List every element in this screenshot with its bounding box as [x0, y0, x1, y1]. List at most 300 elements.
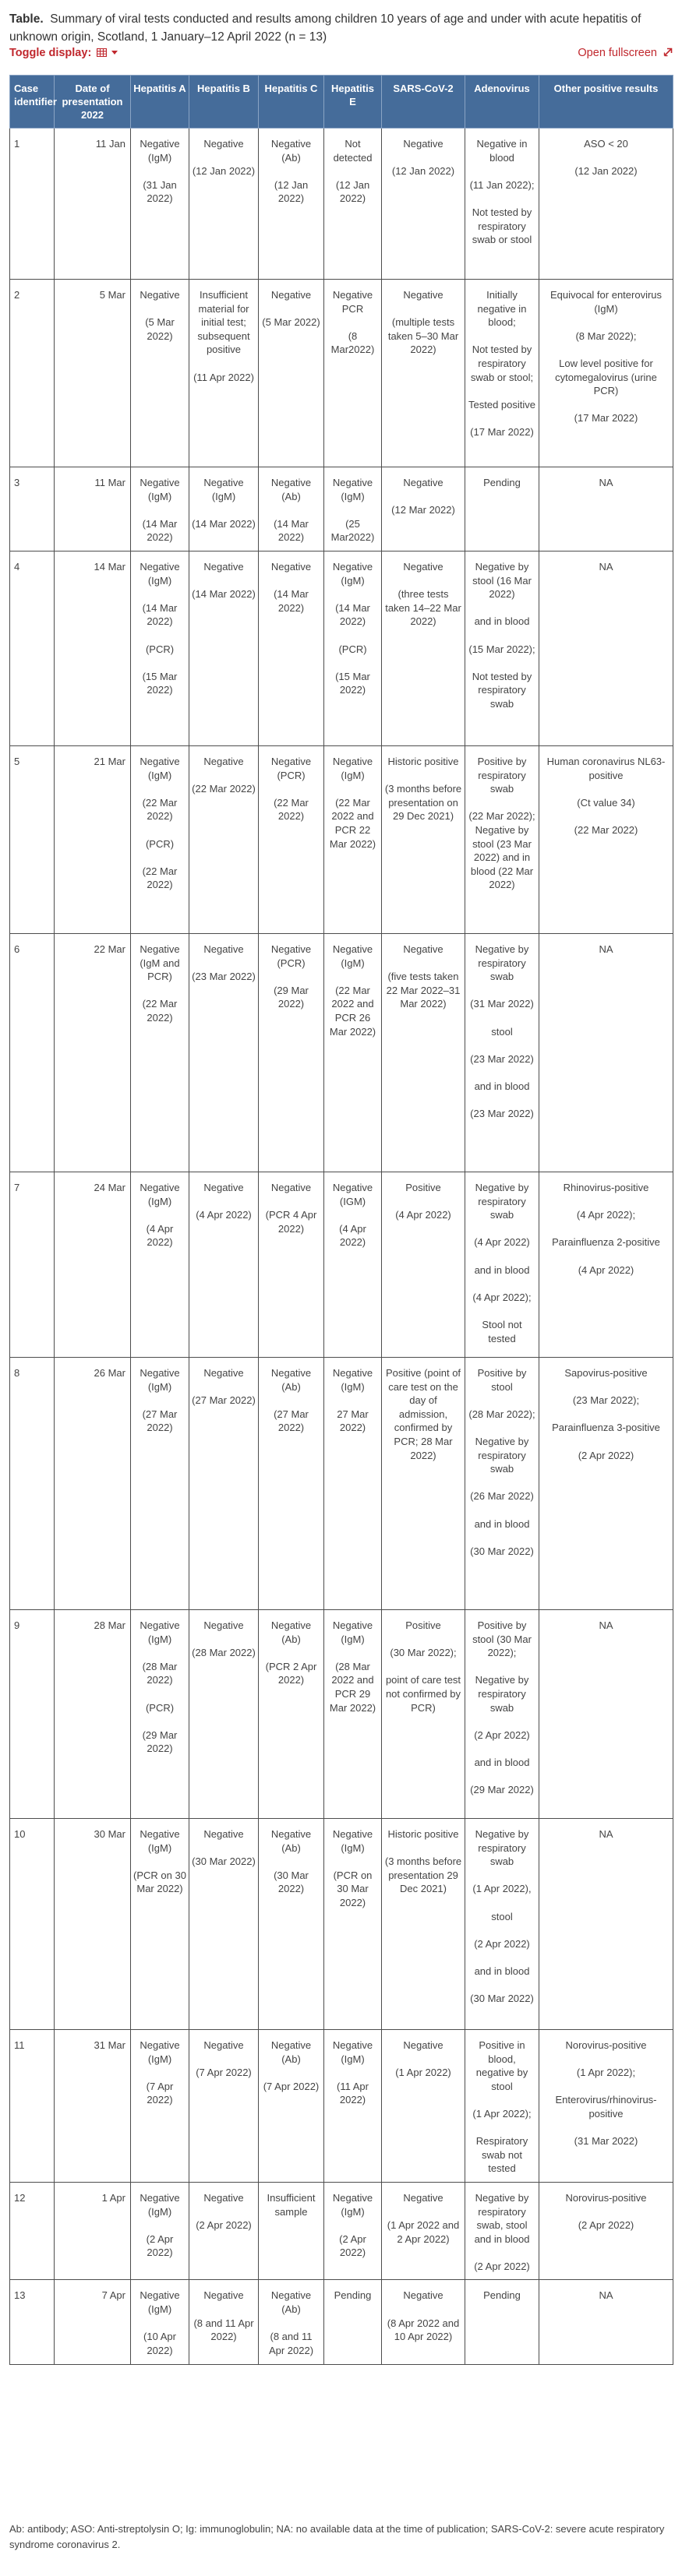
cell-text: Negative (IgM): [332, 943, 373, 969]
cell-text: (27 Mar 2022): [274, 1408, 309, 1434]
cell-sars-cov-2: [382, 1357, 465, 1609]
cell-text: Negative: [203, 1619, 244, 1631]
cell-text: (five tests taken 22 Mar 2022–31 Mar 2022): [386, 971, 461, 1010]
cell-text: Not detected: [333, 138, 373, 164]
cell-text: and in blood: [474, 1080, 530, 1092]
cell-text: Negative (IgM): [140, 560, 180, 587]
cell-text: (12 Jan 2022): [391, 165, 455, 178]
table-row: [10, 280, 673, 467]
cell-hepatitis-c: [259, 2280, 324, 2365]
table-toolbar: [9, 47, 673, 64]
cell-hepatitis-a: [131, 2182, 189, 2280]
table-row: [10, 129, 673, 280]
cell-text: Parainfluenza 2-positive: [552, 1236, 660, 1249]
cell-text: 1: [14, 138, 20, 150]
cell-text: (2 Apr 2022): [578, 2219, 634, 2232]
cell-text: (11 Apr 2022): [337, 2080, 369, 2106]
cell-text: (PCR): [338, 643, 367, 655]
cell-hepatitis-a: [131, 1818, 189, 2029]
cell-text: (28 Mar 2022): [192, 1647, 256, 1659]
cell-other-results: [539, 1609, 673, 1818]
cell-text: Negative (IgM): [140, 1366, 180, 1393]
column-header-hepatitis-c: Hepatitis C: [259, 76, 324, 129]
cell-hepatitis-b: [189, 1818, 259, 2029]
cell-text: and in blood: [474, 1517, 530, 1530]
cell-hepatitis-b: [189, 933, 259, 1172]
cell-text: Negative: [403, 560, 443, 573]
cell-text: (30 Mar 2022);: [390, 1647, 457, 1659]
cell-date: [55, 745, 131, 933]
cell-text: (8 and 11 Apr 2022): [268, 2331, 314, 2356]
cell-sars-cov-2: [382, 2029, 465, 2182]
cell-sars-cov-2: [382, 933, 465, 1172]
cell-hepatitis-a: [131, 129, 189, 280]
cell-date: [55, 467, 131, 551]
cell-text: (10 Apr 2022): [143, 2331, 176, 2356]
cell-text: Negative: [203, 755, 244, 767]
column-header-sars-cov-2: SARS-CoV-2: [382, 76, 465, 129]
cell-text: Negative by respiratory swab: [475, 1435, 529, 1475]
cell-text: Negative (IgM): [332, 2039, 373, 2065]
cell-text: (2 Apr 2022): [474, 1728, 530, 1741]
cell-text: 11: [14, 2039, 25, 2051]
cell-text: Stool not tested: [482, 1318, 522, 1344]
cell-date: [55, 2280, 131, 2365]
cell-hepatitis-c: [259, 933, 324, 1172]
cell-text: (multiple tests taken 5–30 Mar 2022): [387, 316, 459, 356]
cell-text: 21 Mar: [94, 755, 125, 767]
cell-text: Negative (PCR): [270, 755, 312, 781]
cell-text: NA: [599, 560, 613, 573]
cell-text: (23 Mar 2022);: [572, 1394, 640, 1407]
cell-text: (PCR): [145, 837, 175, 850]
cell-text: (2 Apr 2022): [578, 1449, 634, 1461]
cell-hepatitis-c: [259, 745, 324, 933]
cell-text: (15 Mar 2022): [142, 670, 178, 696]
cell-sars-cov-2: [382, 2182, 465, 2280]
cell-hepatitis-e: [324, 2280, 382, 2365]
cell-text: Negative (IgM): [332, 755, 373, 781]
cell-hepatitis-a: [131, 2029, 189, 2182]
cell-adenovirus: [465, 2182, 539, 2280]
cell-hepatitis-c: [259, 280, 324, 467]
cell-text: (25 Mar2022): [330, 517, 375, 544]
cell-hepatitis-e: [324, 551, 382, 745]
cell-text: (17 Mar 2022): [574, 412, 638, 425]
cell-text: Negative: [403, 138, 443, 150]
cell-text: Negative: [203, 943, 244, 955]
cell-text: Human coronavirus NL63-positive: [546, 755, 666, 781]
cell-text: 12: [14, 2191, 26, 2204]
cell-text: (PCR 4 Apr 2022): [265, 1209, 317, 1235]
cell-text: (PCR on 30 Mar 2022): [333, 1869, 373, 1908]
cell-date: [55, 280, 131, 467]
cell-text: Negative by respiratory swab: [475, 1674, 529, 1714]
cell-adenovirus: [465, 129, 539, 280]
cell-adenovirus: [465, 467, 539, 551]
cell-text: Negative by respiratory swab: [475, 1181, 529, 1221]
chevron-down-icon: [111, 51, 118, 55]
cell-adenovirus: [465, 2280, 539, 2365]
column-header-adenovirus: Adenovirus: [465, 76, 539, 129]
cell-text: (30 Mar 2022): [192, 1855, 256, 1868]
cell-text: (14 Mar 2022): [274, 517, 309, 544]
cell-text: (7 Apr 2022): [146, 2080, 174, 2106]
cell-text: (PCR on 30 Mar 2022): [133, 1869, 186, 1895]
cell-text: (7 Apr 2022): [263, 2080, 320, 2092]
cell-text: 5 Mar: [99, 289, 125, 301]
toggle-display-button[interactable]: [9, 47, 118, 60]
cell-text: NA: [599, 477, 613, 488]
cell-hepatitis-b: [189, 129, 259, 280]
cell-text: (PCR 2 Apr 2022): [265, 1660, 317, 1686]
column-header-hepatitis-a: Hepatitis A: [131, 76, 189, 129]
cell-text: Negative (IgM): [140, 2039, 180, 2065]
cell-text: (8 Mar2022): [330, 329, 375, 356]
cell-hepatitis-c: [259, 129, 324, 280]
cell-text: (3 months before presentation on 29 Dec 2021): [384, 783, 462, 823]
cell-text: Negative (IgM): [332, 1366, 373, 1393]
cell-text: Initially negative in blood;: [477, 289, 527, 329]
cell-text: NA: [599, 1619, 613, 1631]
cell-date: [55, 1357, 131, 1609]
cell-case-id: [10, 745, 55, 933]
table-footnote: Ab: antibody; ASO: Anti-streptolysin O; Ig: immunoglobulin; NA: no available data at the time of publication; SARS-CoV-2: severe acute respiratory syndrome coronavirus 2.: [9, 2523, 665, 2550]
cell-hepatitis-b: [189, 1172, 259, 1357]
cell-text: Low level positive for cytomegalovirus (urine PCR): [555, 357, 657, 397]
cell-text: Parainfluenza 3-positive: [552, 1422, 660, 1434]
cell-hepatitis-b: [189, 1609, 259, 1818]
table-header-row: [10, 76, 673, 129]
cell-text: Negative PCR: [332, 289, 373, 315]
cell-case-id: [10, 1818, 55, 2029]
cell-adenovirus: [465, 1609, 539, 1818]
cell-other-results: [539, 1172, 673, 1357]
cell-hepatitis-b: [189, 280, 259, 467]
cell-text: (31 Mar 2022): [470, 998, 534, 1010]
cell-other-results: [539, 933, 673, 1172]
cell-text: Negative (IGM): [332, 1181, 373, 1207]
cell-text: Insufficient sample: [267, 2191, 316, 2218]
cell-text: 8: [14, 1366, 20, 1379]
cell-text: Negative (Ab): [270, 1619, 312, 1645]
expand-arrow-icon: [663, 48, 673, 60]
cell-sars-cov-2: [382, 1609, 465, 1818]
cell-text: Positive by respiratory swab: [477, 755, 527, 795]
cell-text: Negative: [203, 2289, 244, 2302]
cell-case-id: [10, 280, 55, 467]
cell-text: 27 Mar 2022): [337, 1408, 369, 1434]
cell-text: (23 Mar 2022): [192, 971, 256, 983]
cell-text: (4 Apr 2022);: [576, 1209, 636, 1221]
cell-hepatitis-e: [324, 1818, 382, 2029]
cell-text: Negative (IgM): [140, 1181, 180, 1207]
cell-text: NA: [599, 1827, 613, 1840]
cell-hepatitis-c: [259, 1357, 324, 1609]
cell-hepatitis-a: [131, 1357, 189, 1609]
cell-text: 3: [14, 477, 20, 488]
cell-text: Positive by stool: [477, 1366, 527, 1393]
cell-text: Negative (IgM): [140, 477, 180, 502]
cell-date: [55, 1172, 131, 1357]
cell-case-id: [10, 933, 55, 1172]
cell-hepatitis-b: [189, 467, 259, 551]
cell-sars-cov-2: [382, 467, 465, 551]
cell-text: Negative (Ab): [270, 1366, 312, 1393]
cell-hepatitis-a: [131, 551, 189, 745]
cell-sars-cov-2: [382, 745, 465, 933]
cell-text: Negative: [270, 560, 312, 573]
cell-text: (31 Mar 2022): [574, 2135, 638, 2148]
table-row: [10, 2029, 673, 2182]
cell-text: (4 Apr 2022): [395, 1209, 451, 1221]
cell-case-id: [10, 1357, 55, 1609]
cell-date: [55, 129, 131, 280]
cell-text: Negative: [403, 289, 443, 301]
cell-text: (2 Apr 2022): [196, 2219, 252, 2232]
cell-text: Negative: [203, 1366, 244, 1379]
cell-text: ASO < 20: [584, 138, 628, 150]
cell-text: (30 Mar 2022): [470, 1993, 534, 2005]
cell-text: (14 Mar 2022): [192, 517, 256, 530]
cell-text: (1 Apr 2022): [395, 2067, 451, 2079]
cell-date: [55, 933, 131, 1172]
cell-text: (Ct value 34): [577, 796, 635, 809]
cell-hepatitis-e: [324, 1609, 382, 1818]
cell-case-id: [10, 129, 55, 280]
cell-text: Positive: [405, 1619, 441, 1631]
cell-text: (22 Mar 2022): [192, 783, 256, 795]
cell-text: (14 Mar 2022): [192, 588, 256, 601]
cell-text: (4 Apr 2022): [339, 1222, 366, 1249]
cell-text: (1 Apr 2022);: [472, 2107, 532, 2120]
cell-hepatitis-c: [259, 1172, 324, 1357]
cell-text: Negative (PCR): [270, 943, 312, 969]
cell-text: (15 Mar 2022): [335, 670, 370, 696]
cell-text: (three tests taken 14–22 Mar 2022): [385, 588, 461, 628]
column-header-case-id: Case identifier: [10, 76, 55, 129]
cell-text: (23 Mar 2022): [470, 1108, 534, 1120]
cell-adenovirus: [465, 1357, 539, 1609]
cell-case-id: [10, 2029, 55, 2182]
cell-text: (2 Apr 2022): [474, 1937, 530, 1950]
cell-hepatitis-e: [324, 280, 382, 467]
cell-sars-cov-2: [382, 1172, 465, 1357]
caption-text: Summary of viral tests conducted and results among children 10 years of age and under with acute hepatitis of unknown origin, Scotland, 1 January–12 April 2022 (n = 13): [9, 12, 641, 44]
cell-text: and in blood: [474, 615, 530, 628]
cell-text: 6: [14, 943, 20, 955]
cell-hepatitis-e: [324, 745, 382, 933]
column-header-date: Date of presentation 2022: [55, 76, 131, 129]
cell-adenovirus: [465, 745, 539, 933]
cell-text: 24 Mar: [94, 1181, 125, 1193]
cell-text: 5: [14, 755, 20, 767]
cell-text: Negative: [403, 477, 443, 488]
cell-hepatitis-c: [259, 2029, 324, 2182]
cell-text: Negative (IgM and PCR): [140, 943, 180, 983]
cell-text: (4 Apr 2022);: [472, 1291, 532, 1303]
cell-text: (12 Jan 2022): [192, 165, 256, 178]
open-fullscreen-link[interactable]: [578, 47, 673, 60]
cell-text: 11 Mar: [94, 477, 125, 488]
cell-text: Norovirus-positive: [565, 2039, 647, 2051]
cell-text: 22 Mar: [94, 943, 125, 955]
caption-label: Table.: [9, 12, 44, 26]
cell-text: (30 Mar 2022): [470, 1545, 534, 1557]
cell-other-results: [539, 2029, 673, 2182]
cell-case-id: [10, 467, 55, 551]
cell-text: Rhinovirus-positive: [563, 1181, 649, 1193]
table-row: [10, 745, 673, 933]
cell-text: (5 Mar 2022): [262, 316, 320, 329]
table-caption: [9, 10, 672, 46]
cell-text: Negative (Ab): [270, 138, 312, 164]
cell-text: 9: [14, 1619, 20, 1631]
cell-sars-cov-2: [382, 2280, 465, 2365]
cell-text: Insufficient material for initial test; subsequent positive: [197, 289, 250, 356]
cell-text: Historic positive: [387, 1827, 459, 1840]
cell-text: (22 Mar 2022): [142, 865, 178, 891]
cell-text: 7 Apr: [101, 2289, 125, 2302]
cell-text: 11 Jan: [95, 138, 125, 150]
cell-text: Negative (IgM): [332, 560, 373, 587]
cell-sars-cov-2: [382, 1818, 465, 2029]
cell-text: and in blood: [474, 1263, 530, 1276]
cell-hepatitis-e: [324, 2029, 382, 2182]
cell-text: Negative (IgM): [140, 1619, 180, 1645]
cell-text: point of care test not confirmed by PCR): [385, 1674, 461, 1714]
open-fullscreen-label: Open fullscreen: [578, 47, 657, 59]
cell-adenovirus: [465, 280, 539, 467]
cell-hepatitis-c: [259, 1818, 324, 2029]
cell-text: stool: [491, 1025, 513, 1038]
cell-text: Enterovirus/rhinovirus-positive: [555, 2094, 657, 2120]
cell-text: (8 and 11 Apr 2022): [193, 2317, 254, 2343]
column-header-hepatitis-b: Hepatitis B: [189, 76, 259, 129]
cell-hepatitis-c: [259, 1609, 324, 1818]
cell-text: Historic positive: [387, 755, 459, 767]
cell-other-results: [539, 280, 673, 467]
cell-text: Negative (Ab): [270, 477, 312, 502]
cell-hepatitis-e: [324, 2182, 382, 2280]
cell-text: Negative (Ab): [270, 2289, 312, 2316]
cell-text: (31 Jan 2022): [143, 178, 177, 205]
cell-text: Not tested by respiratory swab or stool;: [470, 344, 534, 383]
cell-other-results: [539, 1357, 673, 1609]
cell-text: (28 Mar 2022);: [468, 1408, 535, 1420]
cell-hepatitis-c: [259, 2182, 324, 2280]
cell-text: (12 Jan 2022): [574, 165, 638, 178]
cell-text: NA: [599, 943, 613, 955]
cell-text: Negative: [203, 138, 244, 150]
cell-text: (1 Apr 2022),: [472, 1883, 532, 1895]
column-header-hepatitis-e: Hepatitis E: [324, 76, 382, 129]
cell-hepatitis-b: [189, 551, 259, 745]
cell-text: (2 Apr 2022): [146, 2232, 174, 2259]
cell-text: (12 Jan 2022): [335, 178, 370, 205]
cell-text: Negative (IgM): [332, 2191, 373, 2218]
cell-text: Positive: [405, 1181, 441, 1193]
cell-hepatitis-c: [259, 467, 324, 551]
cell-hepatitis-a: [131, 1609, 189, 1818]
cell-text: (23 Mar 2022): [470, 1052, 534, 1065]
cell-text: 26 Mar: [94, 1366, 125, 1379]
cell-other-results: [539, 1818, 673, 2029]
cell-text: Pending: [483, 2289, 521, 2302]
cell-date: [55, 1818, 131, 2029]
table-grid-icon: [97, 48, 107, 60]
column-header-other-results: Other positive results: [539, 76, 673, 129]
cell-text: (4 Apr 2022): [578, 1263, 634, 1276]
cell-text: and in blood: [474, 1756, 530, 1768]
cell-text: Negative (IgM): [140, 138, 180, 164]
cell-text: 13: [14, 2289, 26, 2302]
table-row: [10, 2182, 673, 2280]
cell-text: 2: [14, 289, 20, 301]
cell-text: Negative: [270, 1181, 312, 1193]
cell-text: (22 Mar 2022): [274, 796, 309, 823]
cell-text: Negative: [403, 2289, 443, 2302]
table-row: [10, 2280, 673, 2365]
cell-text: (7 Apr 2022): [196, 2067, 252, 2079]
cell-hepatitis-a: [131, 2280, 189, 2365]
cell-hepatitis-a: [131, 933, 189, 1172]
cell-text: (12 Mar 2022): [391, 504, 455, 516]
cell-sars-cov-2: [382, 129, 465, 280]
cell-text: (11 Apr 2022): [193, 371, 254, 383]
cell-case-id: [10, 551, 55, 745]
cell-text: (17 Mar 2022): [470, 425, 534, 438]
cell-text: (2 Apr 2022): [474, 2260, 530, 2272]
cell-text: (27 Mar 2022): [192, 1394, 256, 1407]
cell-text: 7: [14, 1181, 20, 1193]
cell-date: [55, 551, 131, 745]
cell-text: Negative (IgM): [332, 477, 373, 502]
cell-text: 1 Apr: [101, 2191, 125, 2204]
cell-text: Negative: [140, 289, 180, 301]
cell-text: Negative in blood: [476, 138, 528, 164]
cell-text: Positive by stool (30 Mar 2022);: [472, 1619, 532, 1659]
cell-hepatitis-a: [131, 467, 189, 551]
cell-text: Equivocal for enterovirus (IgM): [549, 289, 663, 315]
cell-text: Pending: [483, 477, 521, 488]
cell-text: Negative (IgM): [140, 2191, 180, 2218]
cell-case-id: [10, 1172, 55, 1357]
cell-text: (15 Mar 2022);: [468, 643, 535, 655]
cell-hepatitis-b: [189, 2029, 259, 2182]
cell-text: (4 Apr 2022): [474, 1236, 530, 1249]
cell-hepatitis-e: [324, 933, 382, 1172]
cell-hepatitis-e: [324, 1357, 382, 1609]
cell-text: (4 Apr 2022): [146, 1222, 174, 1249]
cell-text: Pending: [334, 2289, 372, 2302]
cell-text: (22 Mar 2022): [574, 823, 638, 836]
cell-text: (29 Mar 2022): [142, 1728, 178, 1755]
cell-hepatitis-a: [131, 280, 189, 467]
cell-text: 31 Mar: [94, 2039, 125, 2051]
cell-text: Negative: [403, 2191, 443, 2204]
cell-adenovirus: [465, 1818, 539, 2029]
cell-text: Negative: [203, 2039, 244, 2051]
cell-text: Negative (Ab): [270, 2039, 312, 2065]
cell-text: Negative by respiratory swab: [475, 1827, 529, 1868]
cell-text: (14 Mar 2022): [142, 517, 178, 544]
cell-text: (28 Mar 2022): [142, 1660, 178, 1686]
cell-text: Negative (IgM): [203, 477, 244, 502]
table-row: [10, 1609, 673, 1818]
cell-text: (30 Mar 2022): [274, 1869, 309, 1895]
cell-text: (29 Mar 2022): [470, 1784, 534, 1796]
